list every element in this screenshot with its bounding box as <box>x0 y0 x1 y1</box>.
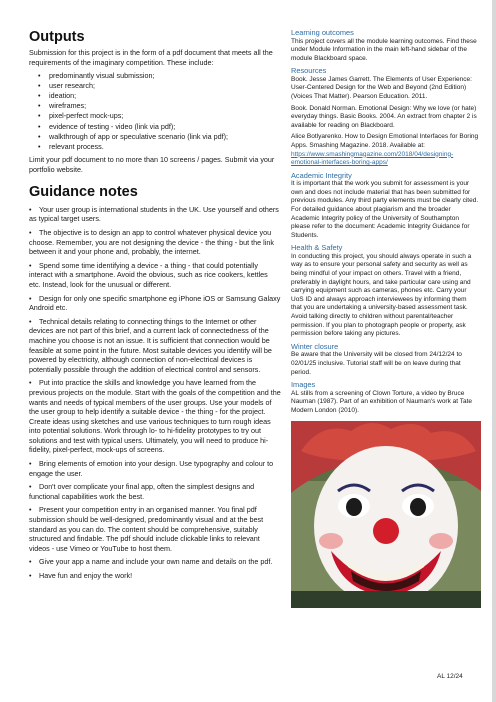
outputs-heading: Outputs <box>29 29 85 45</box>
list-item: • user research; <box>49 81 281 91</box>
list-item: • Technical details relating to connecting things to the Internet or other devices are not part of this brief, and a current lack of connectedness of the machine you choose is not an issue. It is sufficient that connection would be feasible at some point in the future. Most suitable devices you identify will be powered by electricity, although connection of non-electrical devices is potentially possible through the addition of electrical control and sensors. <box>29 316 272 374</box>
list-item: • Put into practice the skills and knowledge you have learned from the previous projects on the module. Start with the goals of the competition and the wants and needs of typical members of the user groups. Use your models of the user group to help identify a suitable device - the thing - for the project. Create ideas using sketches and use various techniques to turn rough ideas into potential solutions. Work through lo- to hi-fidelity prototypes to try out solutions and test with typical users. Ultimately, you will need to produce hi-fidelity, pixel-perfect, mock-ups of screens. <box>29 378 281 455</box>
learning-outcomes-text: This project covers all the module learning outcomes. Find these under Module Information in the main left-hand sidebar of the module Blackboard space. <box>291 37 477 62</box>
outputs-outro: Limit your pdf document to no more than 10 screens / pages. Submit via your portfolio website. <box>29 155 275 175</box>
clown-image <box>291 421 481 608</box>
resources-heading: Resources <box>291 66 327 76</box>
page-footer: AL 12/24 <box>437 673 463 680</box>
list-item: • Design for only one specific smartphone eg iPhone iOS or Samsung Galaxy Android etc. <box>29 293 281 313</box>
guidance-list <box>29 205 281 581</box>
outputs-intro: Submission for this project is in the form of a pdf document that meets all the requirements of the imaginary competition. These include: <box>29 48 273 67</box>
list-item: • evidence of testing - video (link via pdf); <box>49 122 281 132</box>
images-heading: Images <box>291 380 316 390</box>
resource-ref-2: Book. Donald Norman. Emotional Design: Why we love (or hate) everyday things. Basic Books. 2004. An extract from chapter 2 is available for reading on Blackboard. <box>291 104 477 129</box>
winter-closure-text: Be aware that the University will be closed from 24/12/24 to 02/01/25 inclusive. Tutorial staff will be on leave during that period. <box>291 351 462 376</box>
sidebar <box>291 28 479 608</box>
list-item: • Your user group is international students in the UK. Use yourself and others as typical target users. <box>29 204 279 224</box>
list-item: • walkthrough of app or speculative scenario (link via pdf); <box>49 132 281 142</box>
list-item: • wireframes; <box>49 101 281 111</box>
list-item: • Bring elements of emotion into your design. Use typography and colour to engage the user. <box>29 459 274 478</box>
smashing-magazine-link[interactable]: https://www.smashingmagazine.com/2018/04/designing-emotional-interfaces-boring-apps/ <box>291 150 454 167</box>
outputs-list <box>29 71 281 153</box>
page-edge <box>492 0 496 702</box>
list-item: • ideation; <box>49 91 281 101</box>
list-item: • Have fun and enjoy the work! <box>29 571 133 580</box>
list-item: • relevant process. <box>49 142 281 152</box>
list-item: • The objective is to design an app to control whatever physical device you choose. Remember, you are not designing the device - the thing - but the link between it and your phone and, probably, the internet. <box>29 228 274 257</box>
list-item: • Spend some time identifying a device - a thing - that could potentially interact with a smartphone. Avoid the obvious, such as rice cookers, kettles etc. Instead, look for the unusual or different. <box>29 260 268 289</box>
left-column <box>29 28 281 585</box>
learning-outcomes-heading: Learning outcomes <box>291 28 354 37</box>
winter-closure-heading: Winter closure <box>291 341 339 351</box>
resource-ref-1: Book. Jesse James Garrett. The Elements of User Experience: User-Centered Design for the Web and Beyond (2nd Edition) (Voices That Matter). Pearson Education. 2011. <box>291 75 472 100</box>
list-item: • Don't over complicate your final app, often the simplest designs and functional capabilities work the best. <box>29 482 255 501</box>
list-item: • pixel-perfect mock-ups; <box>49 111 281 121</box>
resource-ref-3: Alice Botlyarenko. How to Design Emotional Interfaces for Boring Apps. Smashing Magazine. 2018. Available at: https://www.smashingmagazine.com/2018/04/designing-emotional-interfaces-boring-apps/ <box>291 133 479 167</box>
health-safety-heading: Health & Safety <box>291 243 343 253</box>
guidance-heading: Guidance notes <box>29 183 138 200</box>
health-safety-text: In conducting this project, you should always operate in such a way as to ensure your personal safety and security as well as being mindful of your impact on others. Travel with a friend, preferably in daylight hours, and take particular care using and carrying equipment such as cameras, phones etc. Carry your UoS ID and always approach interviewees by informing them that you are undertaking a university-based assessment task. Avoid talking directly to children without parental/teacher permission. If you plan to photograph people or property, ask permission before taking any pictures. <box>291 252 472 338</box>
academic-integrity-heading: Academic Integrity <box>291 170 352 180</box>
list-item: • predominantly visual submission; <box>49 71 281 81</box>
list-item: • Present your competition entry in an organised manner. You final pdf submission should be well-designed, predominantly visual and at the best standard as you can do. The content should be comprehensive, suitably structured and findable. The pdf should include clickable links to relevant videos - use Vimeo or YouTube to host them. <box>29 505 264 553</box>
images-caption: AL stills from a screening of Clown Torture, a video by Bruce Nauman (1987). Part of an exhibition of Nauman's work at Tate Modern London (2010). <box>291 389 473 414</box>
list-item: • Give your app a name and include your own name and details on the pdf. <box>29 557 273 567</box>
academic-integrity-text: It is important that the work you submit for assessment is your own and does not include material that has been submitted for previous modules. Any third party elements must be clearly cited. For detailed guidance about plagiarism and the broader Academic Integrity policy of the University of Southampton please refer to the document: Academic Integrity Guidance for Students. <box>291 180 479 239</box>
